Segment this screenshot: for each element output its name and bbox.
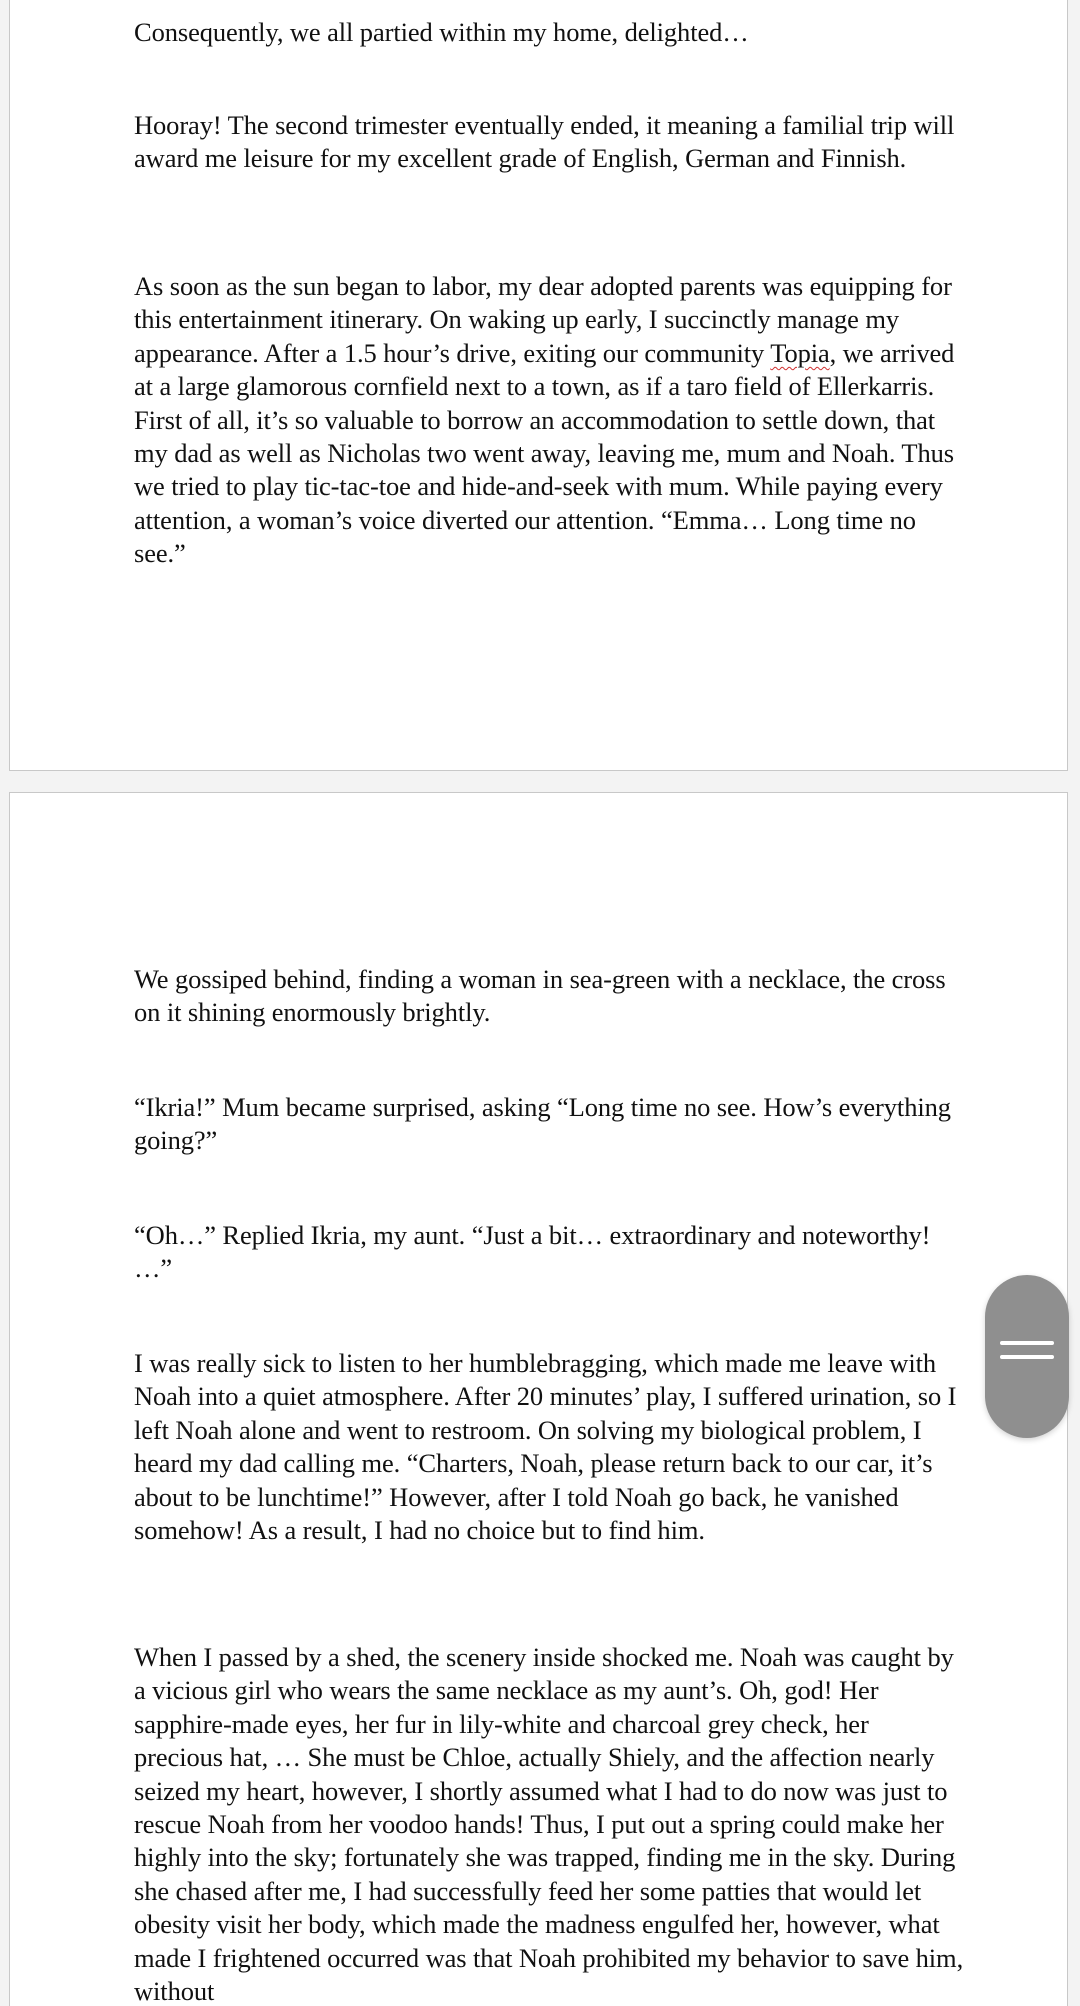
paragraph: “Ikria!” Mum became surprised, asking “Long time no see. How’s everything going?” [134,1092,951,1156]
document-page [9,792,1068,2006]
paragraph-text: As soon as the sun began to labor, my dear adopted parents was equipping for this entertainment itinerary. On waking up early, I succinctly manage my appearance. After a 1.5 hour’s drive, exiting our community [134,271,952,368]
drag-handle-icon [1000,1355,1054,1359]
paragraph: Hooray! The second trimester eventually ended, it meaning a familial trip will award me leisure for my excellent grade of English, German and Finnish. [134,110,955,174]
paragraph: I was really sick to listen to her humblebragging, which made me leave with Noah into a quiet atmosphere. After 20 minutes’ play, I suffered urination, so I left Noah alone and went to restroom. On solving my biological problem, I heard my dad calling me. “Charters, Noah, please return back to our car, it’s about to be lunchtime!” However, after I told Noah go back, he vanished somehow! As a result, I had no choice but to find him. [134,1348,957,1546]
drag-handle-icon [1000,1341,1054,1345]
spellcheck-flagged-word[interactable]: Topia [770,337,830,368]
paragraph [134,270,964,571]
scroll-handle[interactable] [985,1275,1069,1438]
paragraph: “Oh…” Replied Ikria, my aunt. “Just a bit… extraordinary and noteworthy! …” [134,1220,931,1284]
document-page [9,0,1068,771]
paragraph: When I passed by a shed, the scenery inside shocked me. Noah was caught by a vicious girl who wears the same necklace as my aunt’s. Oh, god! Her sapphire-made eyes, her fur in lily-white and charcoal grey check, her precious hat, … She must be Chloe, actually Shiely, and the affection nearly seized my heart, however, I shortly assumed what I had to do now was just to rescue Noah from her voodoo hands! Thus, I put out a spring could make her highly into the sky; fortunately she was trapped, finding me in the sky. During she chased after me, I had successfully feed her some patties that would let obesity visit her body, which made the madness engulfed her, however, what made I frightened occurred was that Noah prohibited my behavior to save him, without [134,1642,964,2006]
paragraph: We gossiped behind, finding a woman in sea-green with a necklace, the cross on it shining enormously brightly. [134,964,946,1028]
paragraph: Consequently, we all partied within my home, delighted… [134,17,749,47]
paragraph-text: , we arrived at a large glamorous cornfield next to a town, as if a taro field of Ellerkarris. First of all, it’s so valuable to borrow an accommodation to settle down, that my dad as well as Nicholas two went away, leaving me, mum and Noah. Thus we tried to play tic-tac-toe and hide-and-seek with mum. While paying every attention, a woman’s voice diverted our attention. “Emma… Long time no see.” [134,337,955,569]
